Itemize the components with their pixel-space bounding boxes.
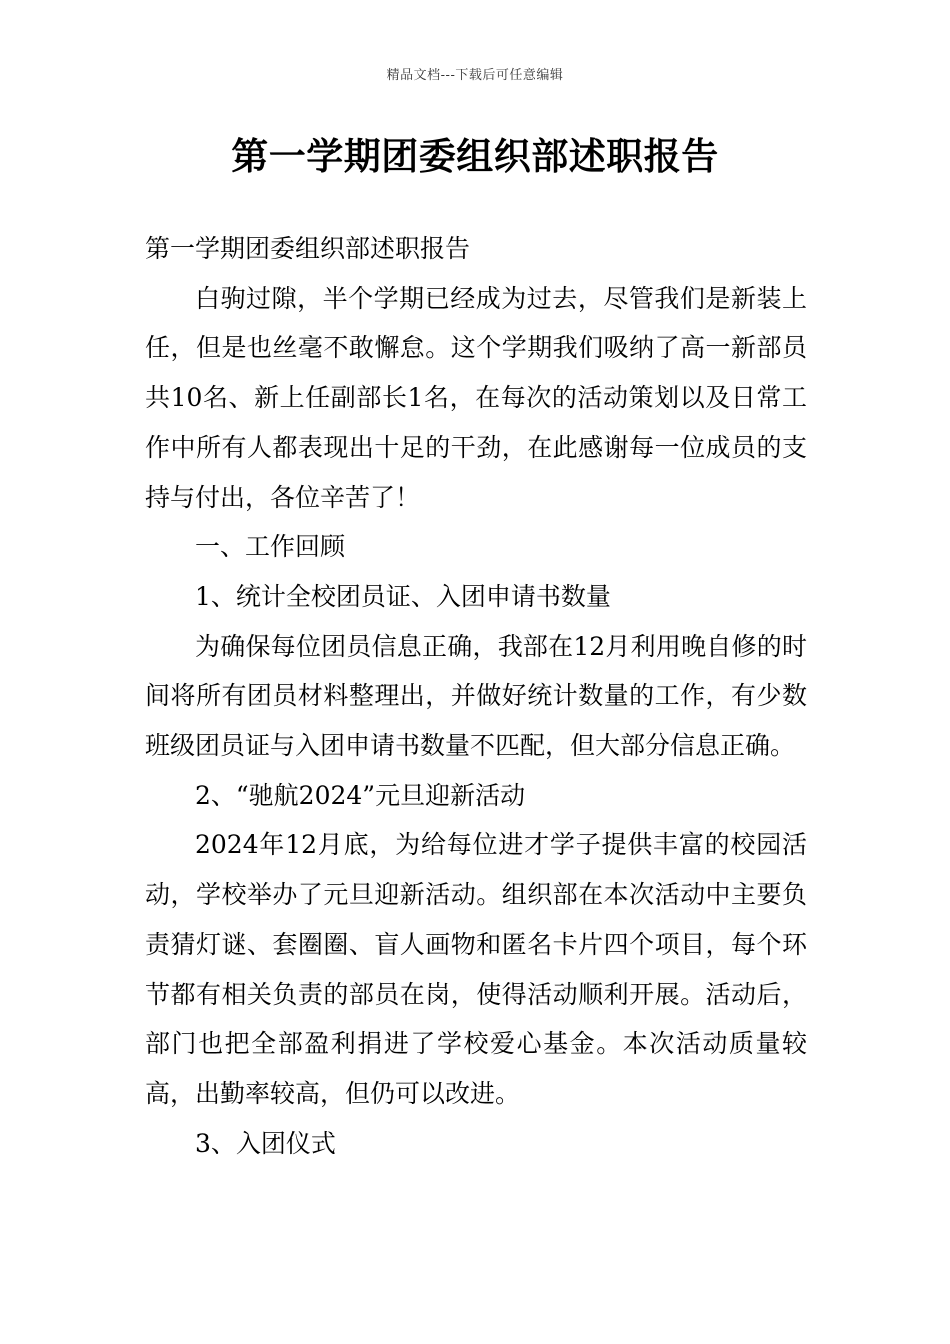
subsection-heading: 1、统计全校团员证、入团申请书数量	[195, 581, 611, 611]
subsection-heading: 2、“驰航2024”元旦迎新活动	[195, 780, 526, 810]
body-paragraph: 2024年12月底，为给每位进才学子提供丰富的校园活动，学校举办了元旦迎新活动。组织部在本次活动中主要负责猜灯谜、套圈圈、盲人画物和匿名卡片四个项目，每个环节都有相关负责的部员在岗，使得活动顺利开展。活动后，部门也把全部盈利捐进了学校爱心基金。本次活动质量较高，出勤率较高，但仍可以改进。	[145, 830, 807, 1108]
section-heading: 一、工作回顾	[195, 532, 346, 562]
body-paragraph: 为确保每位团员信息正确，我部在12月利用晚自修的时间将所有团员材料整理出，并做好统计数量的工作，有少数班级团员证与入团申请书数量不匹配，但大部分信息正确。	[145, 631, 807, 761]
body-paragraph: 第一学期团委组织部述职报告	[145, 234, 471, 263]
header-note: 精品文档---下载后可任意编辑	[386, 68, 564, 83]
document-title: 第一学期团委组织部述职报告	[231, 135, 719, 178]
document-body	[145, 224, 807, 1168]
subsection-heading: 3、入团仪式	[195, 1128, 336, 1158]
body-paragraph: 白驹过隙，半个学期已经成为过去，尽管我们是新装上任，但是也丝毫不敢懈怠。这个学期我们吸纳了高一新部员共10名、新上任副部长1名，在每次的活动策划以及日常工作中所有人都表现出十足的干劲，在此感谢每一位成员的支持与付出，各位辛苦了！	[145, 283, 807, 512]
